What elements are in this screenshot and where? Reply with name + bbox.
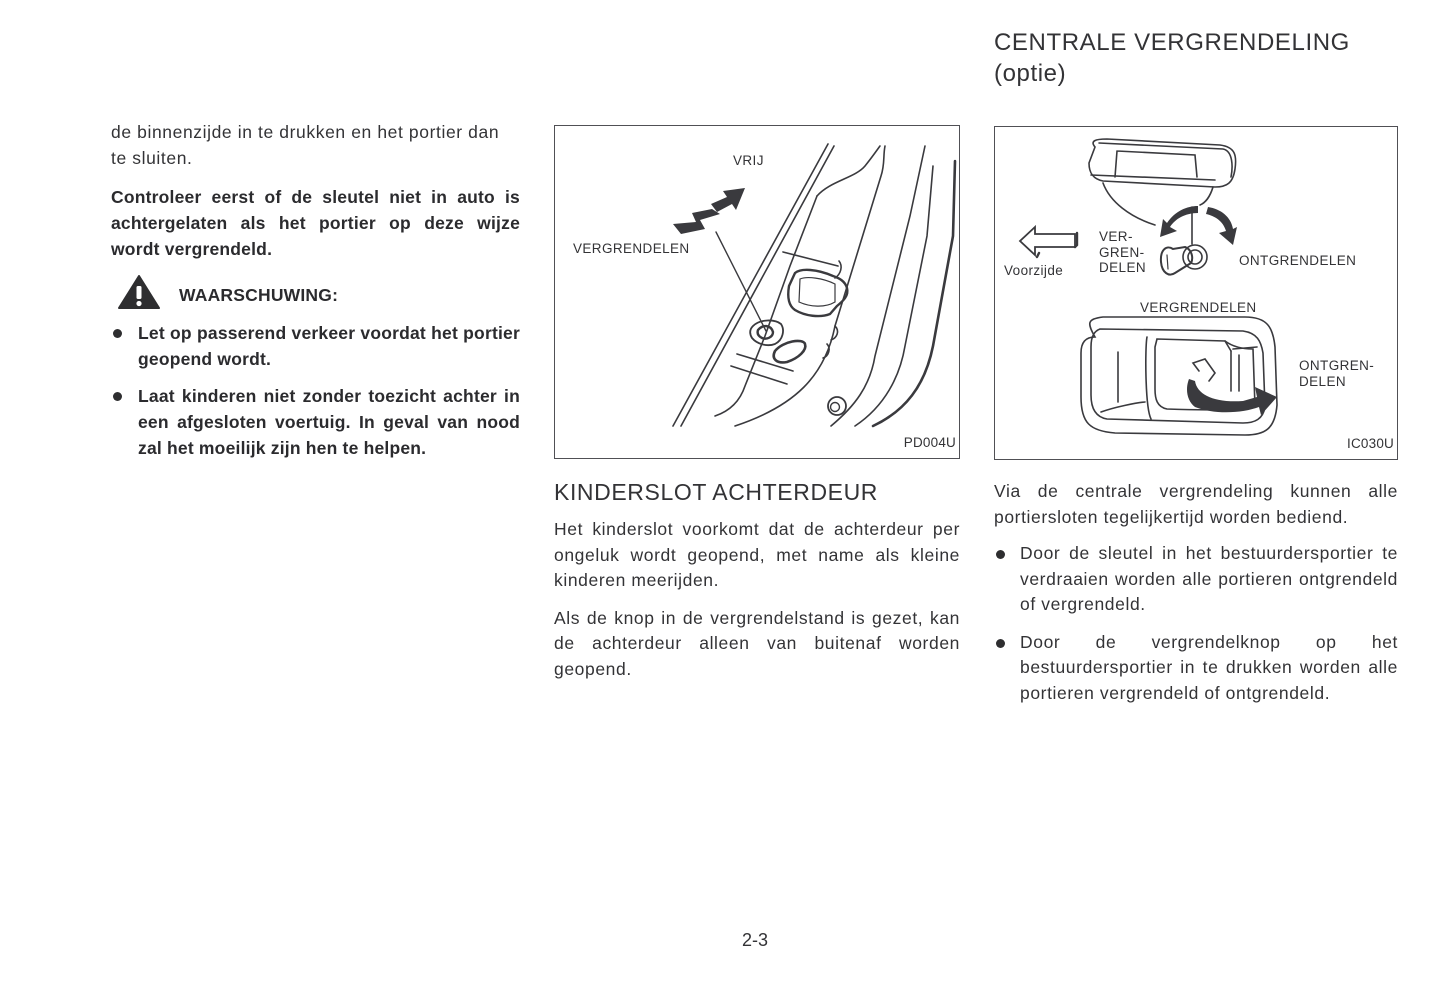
label-unlock-knob: ONTGREN- DELEN — [1299, 358, 1375, 389]
paragraph: Het kinderslot voorkomt dat de achterdeur per ongeluk wordt geopend, met name als kleine kinderen meerijden. — [554, 519, 960, 590]
bullet-icon — [113, 392, 122, 401]
figure-central-locking — [994, 126, 1398, 460]
left-column — [111, 120, 520, 461]
right-column-text — [994, 479, 1398, 706]
door-edge-illustration — [555, 126, 961, 460]
label-lock: VERGRENDELEN — [573, 241, 690, 256]
intro-text: de binnenzijde in te drukken en het portier dan te sluiten. — [111, 122, 500, 168]
bullet-icon — [996, 550, 1005, 559]
figure-code: PD004U — [903, 435, 956, 450]
section-title-child-lock: KINDERSLOT ACHTERDEUR — [554, 479, 879, 505]
middle-column-text — [554, 478, 960, 682]
lock-illustration — [995, 127, 1399, 461]
label-lock-key: VER- GREN- DELEN — [1099, 229, 1147, 275]
warning-item: Laat kinderen niet zonder toezicht achter in een afgesloten voertuig. In geval van nood zal het moeilijk zijn hen te helpen. — [111, 383, 520, 461]
page-number: 2-3 — [742, 930, 769, 950]
warning-triangle-icon — [117, 274, 161, 310]
paragraph: Als de knop in de vergrendelstand is gezet, kan de achterdeur alleen van buitenaf worden geopend. — [554, 607, 960, 679]
list-item: Door de sleutel in het bestuurdersportier te verdraaien worden alle portieren ontgrendeld of vergrendeld. — [994, 541, 1398, 618]
warning-list — [111, 320, 520, 461]
warning-item: Let op passerend verkeer voordat het portier geopend wordt. — [111, 320, 520, 372]
intro-paragraph: Via de centrale vergrendeling kunnen alle portiersloten tegelijkertijd worden bediend. — [994, 481, 1398, 527]
label-front: Voorzijde — [1004, 263, 1064, 278]
warning-heading — [117, 274, 520, 310]
section-title-central-locking: CENTRALE VERGRENDELING — [994, 29, 1350, 56]
right-heading — [994, 28, 1414, 88]
bold-notice: Controleer eerst of de sleutel niet in auto is achtergelaten als het portier op deze wijze wordt vergrendeld. — [111, 187, 520, 259]
central-locking-list — [994, 541, 1398, 706]
bullet-icon — [113, 329, 122, 338]
figure-child-lock — [554, 125, 960, 459]
bullet-icon — [996, 639, 1005, 648]
figure-code: IC030U — [1347, 436, 1394, 451]
label-free: VRIJ — [733, 153, 764, 168]
list-item: Door de vergrendelknop op het bestuurdersportier in te drukken worden alle portieren vergrendeld of ontgrendeld. — [994, 630, 1398, 707]
label-unlock-key: ONTGRENDELEN — [1239, 253, 1357, 268]
label-lock-knob: VERGRENDELEN — [1140, 300, 1257, 315]
warning-title: WAARSCHUWING: — [179, 285, 339, 305]
section-subtitle-optional: (optie) — [994, 60, 1067, 87]
